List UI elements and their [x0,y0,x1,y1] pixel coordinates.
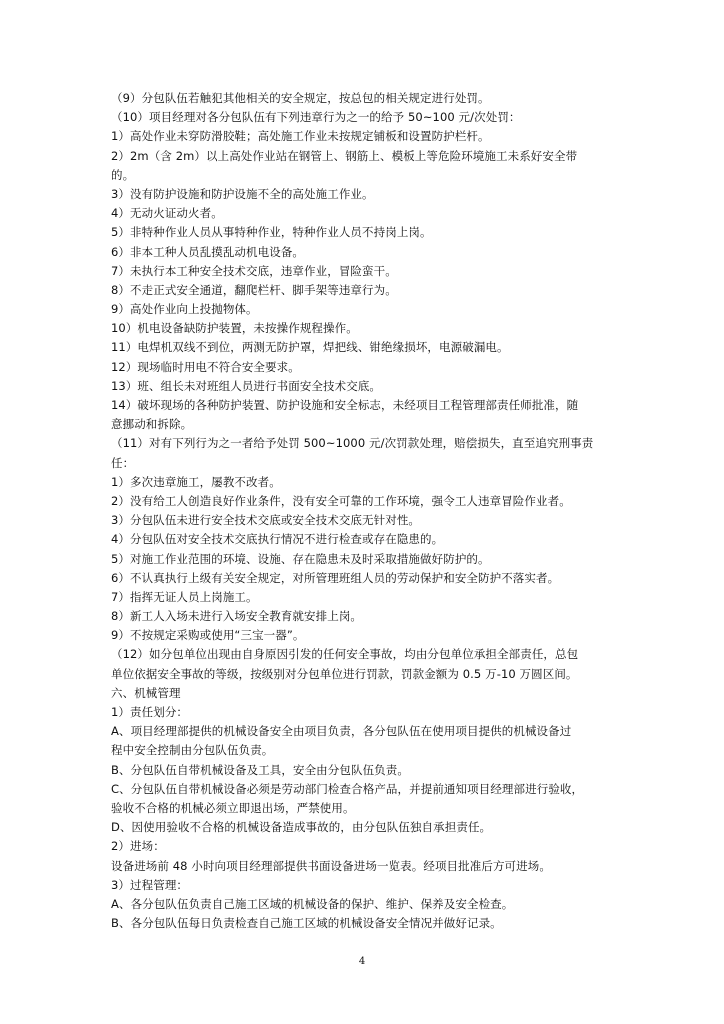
text-line: 14）破坏现场的各种防护装置、防护设施和安全标志，未经项目工程管理部责任师批准，随 [111,398,579,412]
text-line: 3）没有防护设施和防护设施不全的高处施工作业。 [111,186,374,201]
text-line: 7）未执行本工种安全技术交底，违章作业，冒险蛮干。 [111,263,397,278]
text-line: 8）不走正式安全通道，翻爬栏杆、脚手架等违章行为。 [111,282,397,297]
document-body [111,89,631,933]
text-line: D、因使用验收不合格的机械设备造成事故的，由分包队伍独自承担责任。 [111,820,492,835]
text-line: 9）高处作业向上投抛物体。 [111,302,258,317]
text-line: 5）非特种作业人员从事特种作业，特种作业人员不持岗上岗。 [111,225,432,240]
text-line: 1）高处作业未穿防滑胶鞋；高处施工作业未按规定铺板和设置防护栏杆。 [111,129,490,144]
text-line: 设备进场前 48 小时向项目经理部提供书面设备进场一览表。经项目批准后方可进场。 [111,858,551,873]
text-line: 4）分包队伍对安全技术交底执行情况不进行检查或存在隐患的。 [111,532,444,547]
text-line: 6）不认真执行上级有关安全规定，对所管理班组人员的劳动保护和安全防护不落实者。 [111,570,560,585]
text-line: 验收不合格的机械必须立即退出场，严禁使用。 [111,800,355,815]
text-line: 程中安全控制由分包队伍负责。 [111,743,274,758]
text-line: 2）没有给工人创造良好作业条件，没有安全可靠的工作环境，强令工人违章冒险作业者。 [111,493,571,508]
text-line: （12）如分包单位出现由自身原因引发的任何安全事故，均由分包单位承担全部责任，总包 [111,647,579,662]
text-line: 9）不按规定采购或使用“三宝一器”。 [111,628,305,643]
text-line: 6）非本工种人员乱摸乱动机电设备。 [111,244,305,259]
text-line: 任： [111,455,135,470]
text-line: 12）现场临时用电不符合安全要求。 [111,359,300,374]
text-line: 5）对施工作业范围的环境、设施、存在隐患未及时采取措施做好防护的。 [111,551,490,566]
text-line: （9）分包队伍若触犯其他相关的安全规定，按总包的相关规定进行处罚。 [111,91,490,105]
text-line: 7）指挥无证人员上岗施工。 [111,589,258,604]
text-line: 2）2m（含 2m）以上高处作业站在钢管上、钢筋上、模板上等危险环境施工未系好安全带 [111,148,578,163]
page-number: 4 [358,956,366,967]
text-line: B、各分包队伍每日负责检查自己施工区域的机械设备安全情况并做好记录。 [111,916,502,931]
text-line: 3）分包队伍未进行安全技术交底或安全技术交底无针对性。 [111,513,421,528]
text-line: 2）进场： [111,839,165,854]
text-line: 4）无动火证动火者。 [111,206,223,221]
text-line: 8）新工人入场未进行入场安全教育就安排上岗。 [111,609,363,624]
text-line: 11）电焊机双线不到位，两测无防护罩，焊把线、钳绝缘损坏，电源破漏电。 [111,340,509,355]
text-line: C、分包队伍自带机械设备必须是劳动部门检查合格产品，并提前通知项目经理部进行验收， [111,781,584,796]
text-line: 3）过程管理： [111,877,189,892]
text-line: （11）对有下列行为之一者给予处罚 500~1000 元/次罚款处理，赔偿损失，直至追究刑事责 [111,436,594,451]
text-line: 13）班、组长未对班组人员进行书面安全技术交底。 [111,378,382,393]
text-line: 六、机械管理 [111,685,181,700]
text-line: （10）项目经理对各分包队伍有下列违章行为之一的给予 50~100 元/次处罚： [111,110,521,125]
text-line: 意挪动和拆除。 [111,417,193,432]
text-line: 1）多次违章施工，屡教不改者。 [111,474,281,489]
text-line: B、分包队伍自带机械设备及工具，安全由分包队伍负责。 [111,762,409,777]
text-line: 的。 [111,167,135,182]
text-line: A、各分包队伍负责自己施工区域的机械设备的保护、维护、保养及安全检查。 [111,896,514,911]
text-line: 1）责任划分： [111,705,189,719]
text-line: 单位依据安全事故的等级，按级别对分包单位进行罚款，罚款金额为 0.5 万-10 万圆区间。 [111,666,578,681]
text-line: A、项目经理部提供的机械设备安全由项目负责，各分包队伍在使用项目提供的机械设备过 [111,724,572,739]
text-line: 10）机电设备缺防护装置，未按操作规程操作。 [111,321,358,336]
